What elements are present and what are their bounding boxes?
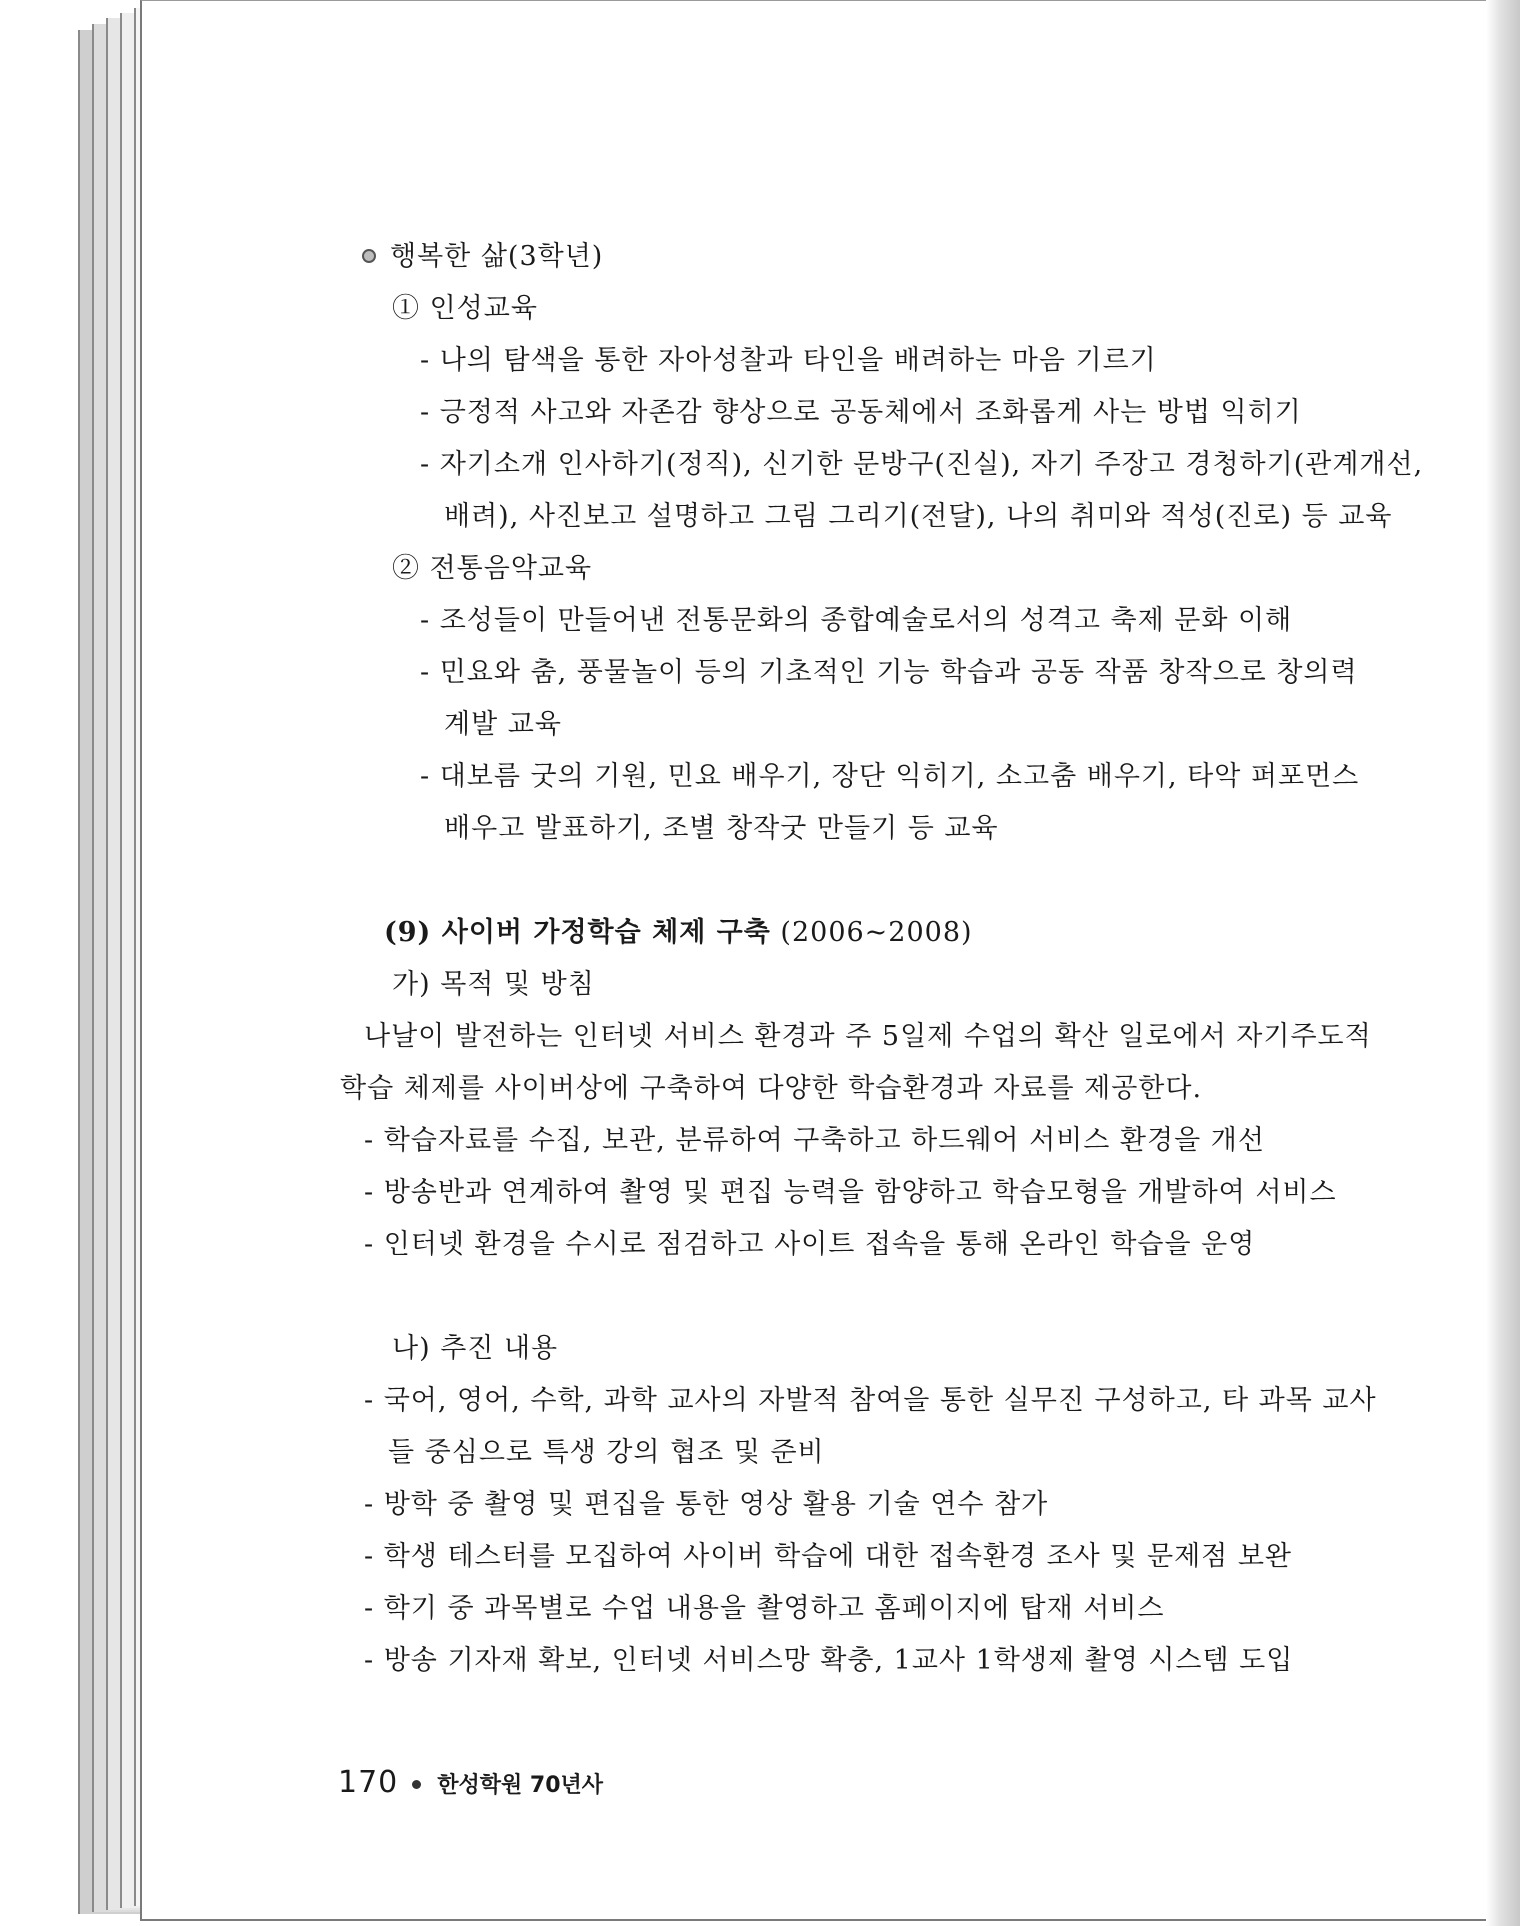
list-item-continuation: 배우고 발표하기, 조별 창작굿 만들기 등 교육	[444, 813, 999, 844]
footer-dot-icon	[412, 1780, 421, 1789]
list-item: - 민요와 춤, 풍물놀이 등의 기초적인 기능 학습과 공동 작품 창작으로 창의력	[420, 657, 1358, 688]
subheading-implementation: 나) 추진 내용	[392, 1333, 559, 1364]
section-heading	[362, 240, 603, 274]
subheading-purpose: 가) 목적 및 방침	[392, 969, 595, 1000]
list-item: - 학습자료를 수집, 보관, 분류하여 구축하고 하드웨어 서비스 환경을 개선	[364, 1125, 1265, 1156]
subheading-character-education: ① 인성교육	[392, 293, 538, 324]
page-gutter-shadow	[1486, 0, 1520, 1926]
list-item-continuation: 들 중심으로 특생 강의 협조 및 준비	[388, 1437, 825, 1468]
list-item: - 나의 탐색을 통한 자아성찰과 타인을 배려하는 마음 기르기	[420, 345, 1157, 376]
document-page	[140, 0, 1492, 1921]
list-item: - 국어, 영어, 수학, 과학 교사의 자발적 참여을 통한 실무진 구성하고, 타 과목 교사	[364, 1385, 1377, 1416]
section-title-cyber-learning	[384, 916, 973, 950]
list-item: - 방송반과 연계하여 촬영 및 편집 능력을 함양하고 학습모형을 개발하여 서비스	[364, 1177, 1337, 1208]
list-item: - 학기 중 과목별로 수업 내용을 촬영하고 홈페이지에 탑재 서비스	[364, 1593, 1165, 1624]
list-item: - 조성들이 만들어낸 전통문화의 종합예술로서의 성격고 축제 문화 이해	[420, 605, 1293, 636]
section-heading-text: 행복한 삶(3학년)	[390, 241, 604, 272]
list-item: - 자기소개 인사하기(정직), 신기한 문방구(진실), 자기 주장고 경청하기(관계개선,	[420, 449, 1424, 480]
list-item: - 긍정적 사고와 자존감 향상으로 공동체에서 조화롭게 사는 방법 익히기	[420, 397, 1302, 428]
page-number: 170	[338, 1765, 399, 1800]
paragraph-line: 학습 체제를 사이버상에 구축하여 다양한 학습환경과 자료를 제공한다.	[340, 1073, 1203, 1104]
paragraph-line: 나날이 발전하는 인터넷 서비스 환경과 주 5일제 수업의 확산 일로에서 자기주도적	[364, 1021, 1372, 1052]
section-title-text: (9) 사이버 가정학습 체제 구축	[384, 917, 771, 948]
list-item: - 학생 테스터를 모집하여 사이버 학습에 대한 접속환경 조사 및 문제점 보완	[364, 1541, 1292, 1572]
list-item: - 방송 기자재 확보, 인터넷 서비스망 확충, 1교사 1학생제 촬영 시스템 도입	[364, 1645, 1294, 1676]
circle-bullet-icon	[362, 249, 376, 263]
page-footer	[338, 1765, 603, 1800]
list-item: - 방학 중 촬영 및 편집을 통한 영상 활용 기술 연수 참가	[364, 1489, 1049, 1520]
list-item-continuation: 계발 교육	[444, 709, 562, 740]
list-item-continuation: 배려), 사진보고 설명하고 그림 그리기(전달), 나의 취미와 적성(진로) 등 교육	[444, 501, 1393, 532]
list-item: - 대보름 굿의 기원, 민요 배우기, 장단 익히기, 소고춤 배우기, 타악 퍼포먼스	[420, 761, 1360, 792]
list-item: - 인터넷 환경을 수시로 점검하고 사이트 접속을 통해 온라인 학습을 운영	[364, 1229, 1256, 1260]
section-title-years: (2006~2008)	[770, 917, 973, 948]
book-title: 한성학원 70년사	[437, 1773, 604, 1798]
subheading-traditional-music: ② 전통음악교육	[392, 553, 593, 584]
